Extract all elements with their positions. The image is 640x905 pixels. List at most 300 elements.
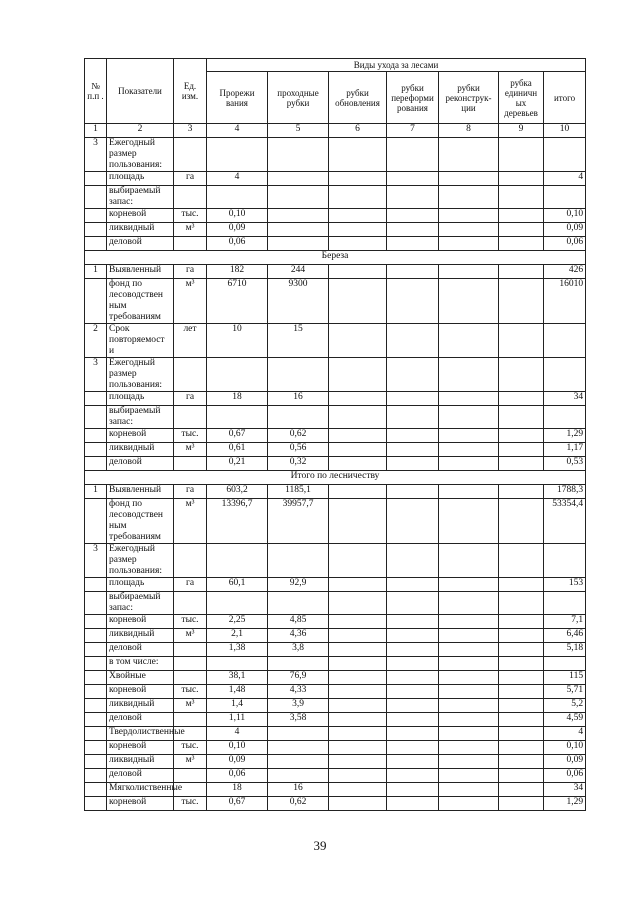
passage-value-cell: 0,62 — [268, 797, 329, 811]
reform-value-cell — [387, 485, 439, 499]
thinning-value-cell: 4 — [207, 172, 268, 186]
unit-cell — [174, 406, 207, 429]
thinning-value-cell — [207, 544, 268, 578]
single-value-cell — [499, 713, 544, 727]
thinning-value-cell: 0,10 — [207, 741, 268, 755]
table-row — [85, 209, 586, 223]
col-no-header: № п.п . — [85, 59, 107, 124]
thinning-value-cell: 1,38 — [207, 643, 268, 657]
table-row — [85, 755, 586, 769]
row-number-cell: 1 — [85, 485, 107, 499]
unit-cell — [174, 713, 207, 727]
row-number-cell — [85, 671, 107, 685]
single-value-cell — [499, 741, 544, 755]
table-row — [85, 265, 586, 279]
single-value-cell — [499, 265, 544, 279]
table-row — [85, 615, 586, 629]
table-row — [85, 657, 586, 671]
indicator-cell: выбираемый запас: — [107, 406, 174, 429]
reconstruct-value-cell — [439, 741, 499, 755]
renewal-value-cell — [329, 485, 387, 499]
renewal-value-cell — [329, 237, 387, 251]
unit-cell: га — [174, 578, 207, 592]
row-number-cell — [85, 797, 107, 811]
row-number-cell — [85, 685, 107, 699]
reform-value-cell — [387, 685, 439, 699]
col-thinning-header: Прорежи вания — [207, 72, 268, 124]
table-row — [85, 138, 586, 172]
indicator-cell: площадь — [107, 578, 174, 592]
total-value-cell: 5,71 — [544, 685, 586, 699]
col-reform-header: рубки переформи рования — [387, 72, 439, 124]
reform-value-cell — [387, 643, 439, 657]
table-row — [85, 237, 586, 251]
reconstruct-value-cell — [439, 578, 499, 592]
table-row — [85, 713, 586, 727]
total-value-cell — [544, 358, 586, 392]
index-cell: 1 — [85, 124, 107, 138]
row-number-cell: 1 — [85, 265, 107, 279]
total-value-cell: 4 — [544, 727, 586, 741]
renewal-value-cell — [329, 358, 387, 392]
thinning-value-cell: 0,10 — [207, 209, 268, 223]
indicator-cell: площадь — [107, 392, 174, 406]
single-value-cell — [499, 457, 544, 471]
indicator-cell: корневой — [107, 429, 174, 443]
unit-cell: м³ — [174, 755, 207, 769]
single-value-cell — [499, 578, 544, 592]
indicator-cell: Выявленный — [107, 485, 174, 499]
passage-value-cell: 9300 — [268, 279, 329, 324]
single-value-cell — [499, 671, 544, 685]
total-value-cell: 0,06 — [544, 769, 586, 783]
thinning-value-cell: 182 — [207, 265, 268, 279]
row-number-cell — [85, 429, 107, 443]
single-value-cell — [499, 138, 544, 172]
renewal-value-cell — [329, 727, 387, 741]
reconstruct-value-cell — [439, 783, 499, 797]
unit-cell: тыс. — [174, 429, 207, 443]
indicator-cell: ликвидный — [107, 223, 174, 237]
passage-value-cell — [268, 209, 329, 223]
index-cell: 3 — [174, 124, 207, 138]
reform-value-cell — [387, 358, 439, 392]
renewal-value-cell — [329, 443, 387, 457]
total-value-cell — [544, 138, 586, 172]
thinning-value-cell: 18 — [207, 392, 268, 406]
unit-cell: лет — [174, 324, 207, 358]
thinning-value-cell: 4 — [207, 727, 268, 741]
table-row — [85, 429, 586, 443]
thinning-value-cell: 0,09 — [207, 223, 268, 237]
care-types-group-header: Виды ухода за лесами — [207, 59, 586, 72]
total-value-cell: 426 — [544, 265, 586, 279]
passage-value-cell — [268, 727, 329, 741]
table-row — [85, 324, 586, 358]
row-number-cell — [85, 713, 107, 727]
renewal-value-cell — [329, 592, 387, 615]
total-value-cell: 1,17 — [544, 443, 586, 457]
index-cell: 10 — [544, 124, 586, 138]
indicator-cell: Ежегодный размер пользования: — [107, 358, 174, 392]
reform-value-cell — [387, 429, 439, 443]
passage-value-cell — [268, 172, 329, 186]
indicator-cell: Ежегодный размер пользования: — [107, 138, 174, 172]
reconstruct-value-cell — [439, 727, 499, 741]
renewal-value-cell — [329, 265, 387, 279]
reconstruct-value-cell — [439, 457, 499, 471]
table-row — [85, 443, 586, 457]
indicator-cell: выбираемый запас: — [107, 592, 174, 615]
renewal-value-cell — [329, 657, 387, 671]
reform-value-cell — [387, 629, 439, 643]
reform-value-cell — [387, 406, 439, 429]
reform-value-cell — [387, 783, 439, 797]
passage-value-cell — [268, 358, 329, 392]
row-number-cell — [85, 457, 107, 471]
reform-value-cell — [387, 324, 439, 358]
reconstruct-value-cell — [439, 279, 499, 324]
unit-cell — [174, 237, 207, 251]
indicator-cell: корневой — [107, 615, 174, 629]
reform-value-cell — [387, 265, 439, 279]
passage-value-cell: 4,33 — [268, 685, 329, 699]
unit-cell — [174, 671, 207, 685]
unit-cell: га — [174, 172, 207, 186]
section-row — [85, 471, 586, 485]
reform-value-cell — [387, 657, 439, 671]
reform-value-cell — [387, 713, 439, 727]
reform-value-cell — [387, 578, 439, 592]
renewal-value-cell — [329, 186, 387, 209]
total-value-cell: 115 — [544, 671, 586, 685]
section-title: Береза — [85, 251, 586, 265]
table-row — [85, 172, 586, 186]
section-title: Итого по лесничеству — [85, 471, 586, 485]
unit-cell: м³ — [174, 499, 207, 544]
row-number-cell — [85, 657, 107, 671]
reform-value-cell — [387, 769, 439, 783]
indicator-cell: корневой — [107, 741, 174, 755]
unit-cell: га — [174, 265, 207, 279]
thinning-value-cell — [207, 592, 268, 615]
reconstruct-value-cell — [439, 685, 499, 699]
thinning-value-cell: 10 — [207, 324, 268, 358]
row-number-cell: 3 — [85, 544, 107, 578]
reform-value-cell — [387, 457, 439, 471]
thinning-value-cell: 2,1 — [207, 629, 268, 643]
indicator-cell: Ежегодный размер пользования: — [107, 544, 174, 578]
thinning-value-cell: 60,1 — [207, 578, 268, 592]
indicator-cell: корневой — [107, 797, 174, 811]
index-cell: 4 — [207, 124, 268, 138]
row-number-cell — [85, 186, 107, 209]
total-value-cell: 1,29 — [544, 797, 586, 811]
renewal-value-cell — [329, 671, 387, 685]
row-number-cell — [85, 727, 107, 741]
passage-value-cell: 16 — [268, 783, 329, 797]
row-number-cell — [85, 578, 107, 592]
passage-value-cell: 15 — [268, 324, 329, 358]
renewal-value-cell — [329, 615, 387, 629]
thinning-value-cell: 1,4 — [207, 699, 268, 713]
reform-value-cell — [387, 223, 439, 237]
reform-value-cell — [387, 392, 439, 406]
row-number-cell — [85, 209, 107, 223]
reconstruct-value-cell — [439, 643, 499, 657]
table-row — [85, 499, 586, 544]
reconstruct-value-cell — [439, 358, 499, 392]
reform-value-cell — [387, 279, 439, 324]
single-value-cell — [499, 324, 544, 358]
renewal-value-cell — [329, 629, 387, 643]
total-value-cell: 1,29 — [544, 429, 586, 443]
total-value-cell: 0,09 — [544, 755, 586, 769]
indicator-cell: в том числе: — [107, 657, 174, 671]
row-number-cell — [85, 783, 107, 797]
table-row — [85, 592, 586, 615]
single-value-cell — [499, 186, 544, 209]
col-indicators-header: Показатели — [107, 59, 174, 124]
unit-cell: м³ — [174, 699, 207, 713]
indicator-cell: фонд по лесоводствен ным требованиям — [107, 499, 174, 544]
table-row — [85, 223, 586, 237]
total-value-cell: 0,09 — [544, 223, 586, 237]
reform-value-cell — [387, 699, 439, 713]
page-number: 39 — [313, 838, 327, 853]
single-value-cell — [499, 797, 544, 811]
passage-value-cell — [268, 544, 329, 578]
single-value-cell — [499, 643, 544, 657]
renewal-value-cell — [329, 741, 387, 755]
table-row — [85, 358, 586, 392]
reconstruct-value-cell — [439, 769, 499, 783]
row-number-cell — [85, 223, 107, 237]
renewal-value-cell — [329, 209, 387, 223]
renewal-value-cell — [329, 457, 387, 471]
thinning-value-cell: 603,2 — [207, 485, 268, 499]
indicator-cell: ликвидный — [107, 699, 174, 713]
single-value-cell — [499, 429, 544, 443]
indicator-cell: деловой — [107, 457, 174, 471]
reconstruct-value-cell — [439, 544, 499, 578]
index-cell: 7 — [387, 124, 439, 138]
single-value-cell — [499, 443, 544, 457]
total-value-cell: 1788,3 — [544, 485, 586, 499]
total-value-cell — [544, 186, 586, 209]
total-value-cell: 53354,4 — [544, 499, 586, 544]
table-row — [85, 741, 586, 755]
total-value-cell: 0,10 — [544, 741, 586, 755]
table-row — [85, 769, 586, 783]
passage-value-cell: 92,9 — [268, 578, 329, 592]
unit-cell: тыс. — [174, 797, 207, 811]
passage-value-cell — [268, 186, 329, 209]
table-row — [85, 643, 586, 657]
indicator-cell: Хвойные — [107, 671, 174, 685]
indicator-cell: ликвидный — [107, 755, 174, 769]
unit-cell — [174, 592, 207, 615]
reconstruct-value-cell — [439, 429, 499, 443]
single-value-cell — [499, 499, 544, 544]
indicator-cell: корневой — [107, 685, 174, 699]
unit-cell — [174, 544, 207, 578]
reform-value-cell — [387, 671, 439, 685]
unit-cell — [174, 186, 207, 209]
passage-value-cell: 0,32 — [268, 457, 329, 471]
row-number-cell — [85, 629, 107, 643]
row-number-cell — [85, 643, 107, 657]
total-value-cell — [544, 592, 586, 615]
thinning-value-cell: 18 — [207, 783, 268, 797]
renewal-value-cell — [329, 769, 387, 783]
single-value-cell — [499, 699, 544, 713]
thinning-value-cell: 0,61 — [207, 443, 268, 457]
row-number-cell: 2 — [85, 324, 107, 358]
passage-value-cell: 4,36 — [268, 629, 329, 643]
row-number-cell — [85, 172, 107, 186]
passage-value-cell — [268, 138, 329, 172]
thinning-value-cell: 0,67 — [207, 429, 268, 443]
single-value-cell — [499, 592, 544, 615]
thinning-value-cell: 6710 — [207, 279, 268, 324]
total-value-cell: 153 — [544, 578, 586, 592]
indicator-cell: ликвидный — [107, 443, 174, 457]
single-value-cell — [499, 406, 544, 429]
reconstruct-value-cell — [439, 755, 499, 769]
reform-value-cell — [387, 186, 439, 209]
total-value-cell — [544, 657, 586, 671]
passage-value-cell: 0,62 — [268, 429, 329, 443]
row-number-cell — [85, 741, 107, 755]
index-cell: 8 — [439, 124, 499, 138]
single-value-cell — [499, 685, 544, 699]
renewal-value-cell — [329, 797, 387, 811]
thinning-value-cell: 13396,7 — [207, 499, 268, 544]
single-value-cell — [499, 392, 544, 406]
renewal-value-cell — [329, 713, 387, 727]
reform-value-cell — [387, 797, 439, 811]
reconstruct-value-cell — [439, 186, 499, 209]
reconstruct-value-cell — [439, 223, 499, 237]
indicator-cell: деловой — [107, 643, 174, 657]
renewal-value-cell — [329, 223, 387, 237]
reconstruct-value-cell — [439, 138, 499, 172]
passage-value-cell: 1185,1 — [268, 485, 329, 499]
renewal-value-cell — [329, 783, 387, 797]
thinning-value-cell — [207, 186, 268, 209]
table-row — [85, 685, 586, 699]
reform-value-cell — [387, 741, 439, 755]
table-row — [85, 392, 586, 406]
indicator-cell: выбираемый запас: — [107, 186, 174, 209]
row-number-cell — [85, 237, 107, 251]
single-value-cell — [499, 209, 544, 223]
single-value-cell — [499, 485, 544, 499]
renewal-value-cell — [329, 755, 387, 769]
thinning-value-cell: 2,25 — [207, 615, 268, 629]
unit-cell — [174, 769, 207, 783]
reconstruct-value-cell — [439, 499, 499, 544]
table-row — [85, 578, 586, 592]
row-number-cell: 3 — [85, 358, 107, 392]
row-number-cell: 3 — [85, 138, 107, 172]
table-row — [85, 457, 586, 471]
row-number-cell — [85, 769, 107, 783]
total-value-cell: 7,1 — [544, 615, 586, 629]
col-reconstruct-header: рубки реконструк- ции — [439, 72, 499, 124]
reconstruct-value-cell — [439, 699, 499, 713]
passage-value-cell: 244 — [268, 265, 329, 279]
thinning-value-cell: 0,09 — [207, 755, 268, 769]
total-value-cell: 6,46 — [544, 629, 586, 643]
indicator-cell: Мягколиственные — [107, 783, 174, 797]
table-row — [85, 699, 586, 713]
renewal-value-cell — [329, 685, 387, 699]
passage-value-cell: 3,9 — [268, 699, 329, 713]
renewal-value-cell — [329, 544, 387, 578]
passage-value-cell — [268, 237, 329, 251]
passage-value-cell: 4,85 — [268, 615, 329, 629]
unit-cell: м³ — [174, 629, 207, 643]
indicator-cell: деловой — [107, 769, 174, 783]
total-value-cell: 5,2 — [544, 699, 586, 713]
table-row — [85, 544, 586, 578]
renewal-value-cell — [329, 406, 387, 429]
reconstruct-value-cell — [439, 797, 499, 811]
reconstruct-value-cell — [439, 713, 499, 727]
total-value-cell — [544, 544, 586, 578]
single-value-cell — [499, 237, 544, 251]
passage-value-cell: 0,56 — [268, 443, 329, 457]
unit-cell: тыс. — [174, 209, 207, 223]
reconstruct-value-cell — [439, 629, 499, 643]
renewal-value-cell — [329, 699, 387, 713]
table-row — [85, 279, 586, 324]
row-number-cell — [85, 279, 107, 324]
row-number-cell — [85, 406, 107, 429]
indicator-cell: ликвидный — [107, 629, 174, 643]
table-row — [85, 186, 586, 209]
passage-value-cell — [268, 769, 329, 783]
unit-cell: га — [174, 485, 207, 499]
reform-value-cell — [387, 615, 439, 629]
passage-value-cell — [268, 406, 329, 429]
row-number-cell — [85, 699, 107, 713]
table-row — [85, 727, 586, 741]
total-value-cell: 5,18 — [544, 643, 586, 657]
table-body — [85, 138, 586, 811]
index-cell: 6 — [329, 124, 387, 138]
passage-value-cell — [268, 223, 329, 237]
thinning-value-cell: 0,67 — [207, 797, 268, 811]
reconstruct-value-cell — [439, 615, 499, 629]
unit-cell: га — [174, 392, 207, 406]
index-cell: 5 — [268, 124, 329, 138]
reconstruct-value-cell — [439, 392, 499, 406]
reform-value-cell — [387, 592, 439, 615]
total-value-cell: 4,59 — [544, 713, 586, 727]
thinning-value-cell: 1,48 — [207, 685, 268, 699]
row-number-cell — [85, 592, 107, 615]
total-value-cell: 34 — [544, 392, 586, 406]
reconstruct-value-cell — [439, 657, 499, 671]
reform-value-cell — [387, 172, 439, 186]
unit-cell — [174, 358, 207, 392]
single-value-cell — [499, 755, 544, 769]
single-value-cell — [499, 544, 544, 578]
total-value-cell: 34 — [544, 783, 586, 797]
